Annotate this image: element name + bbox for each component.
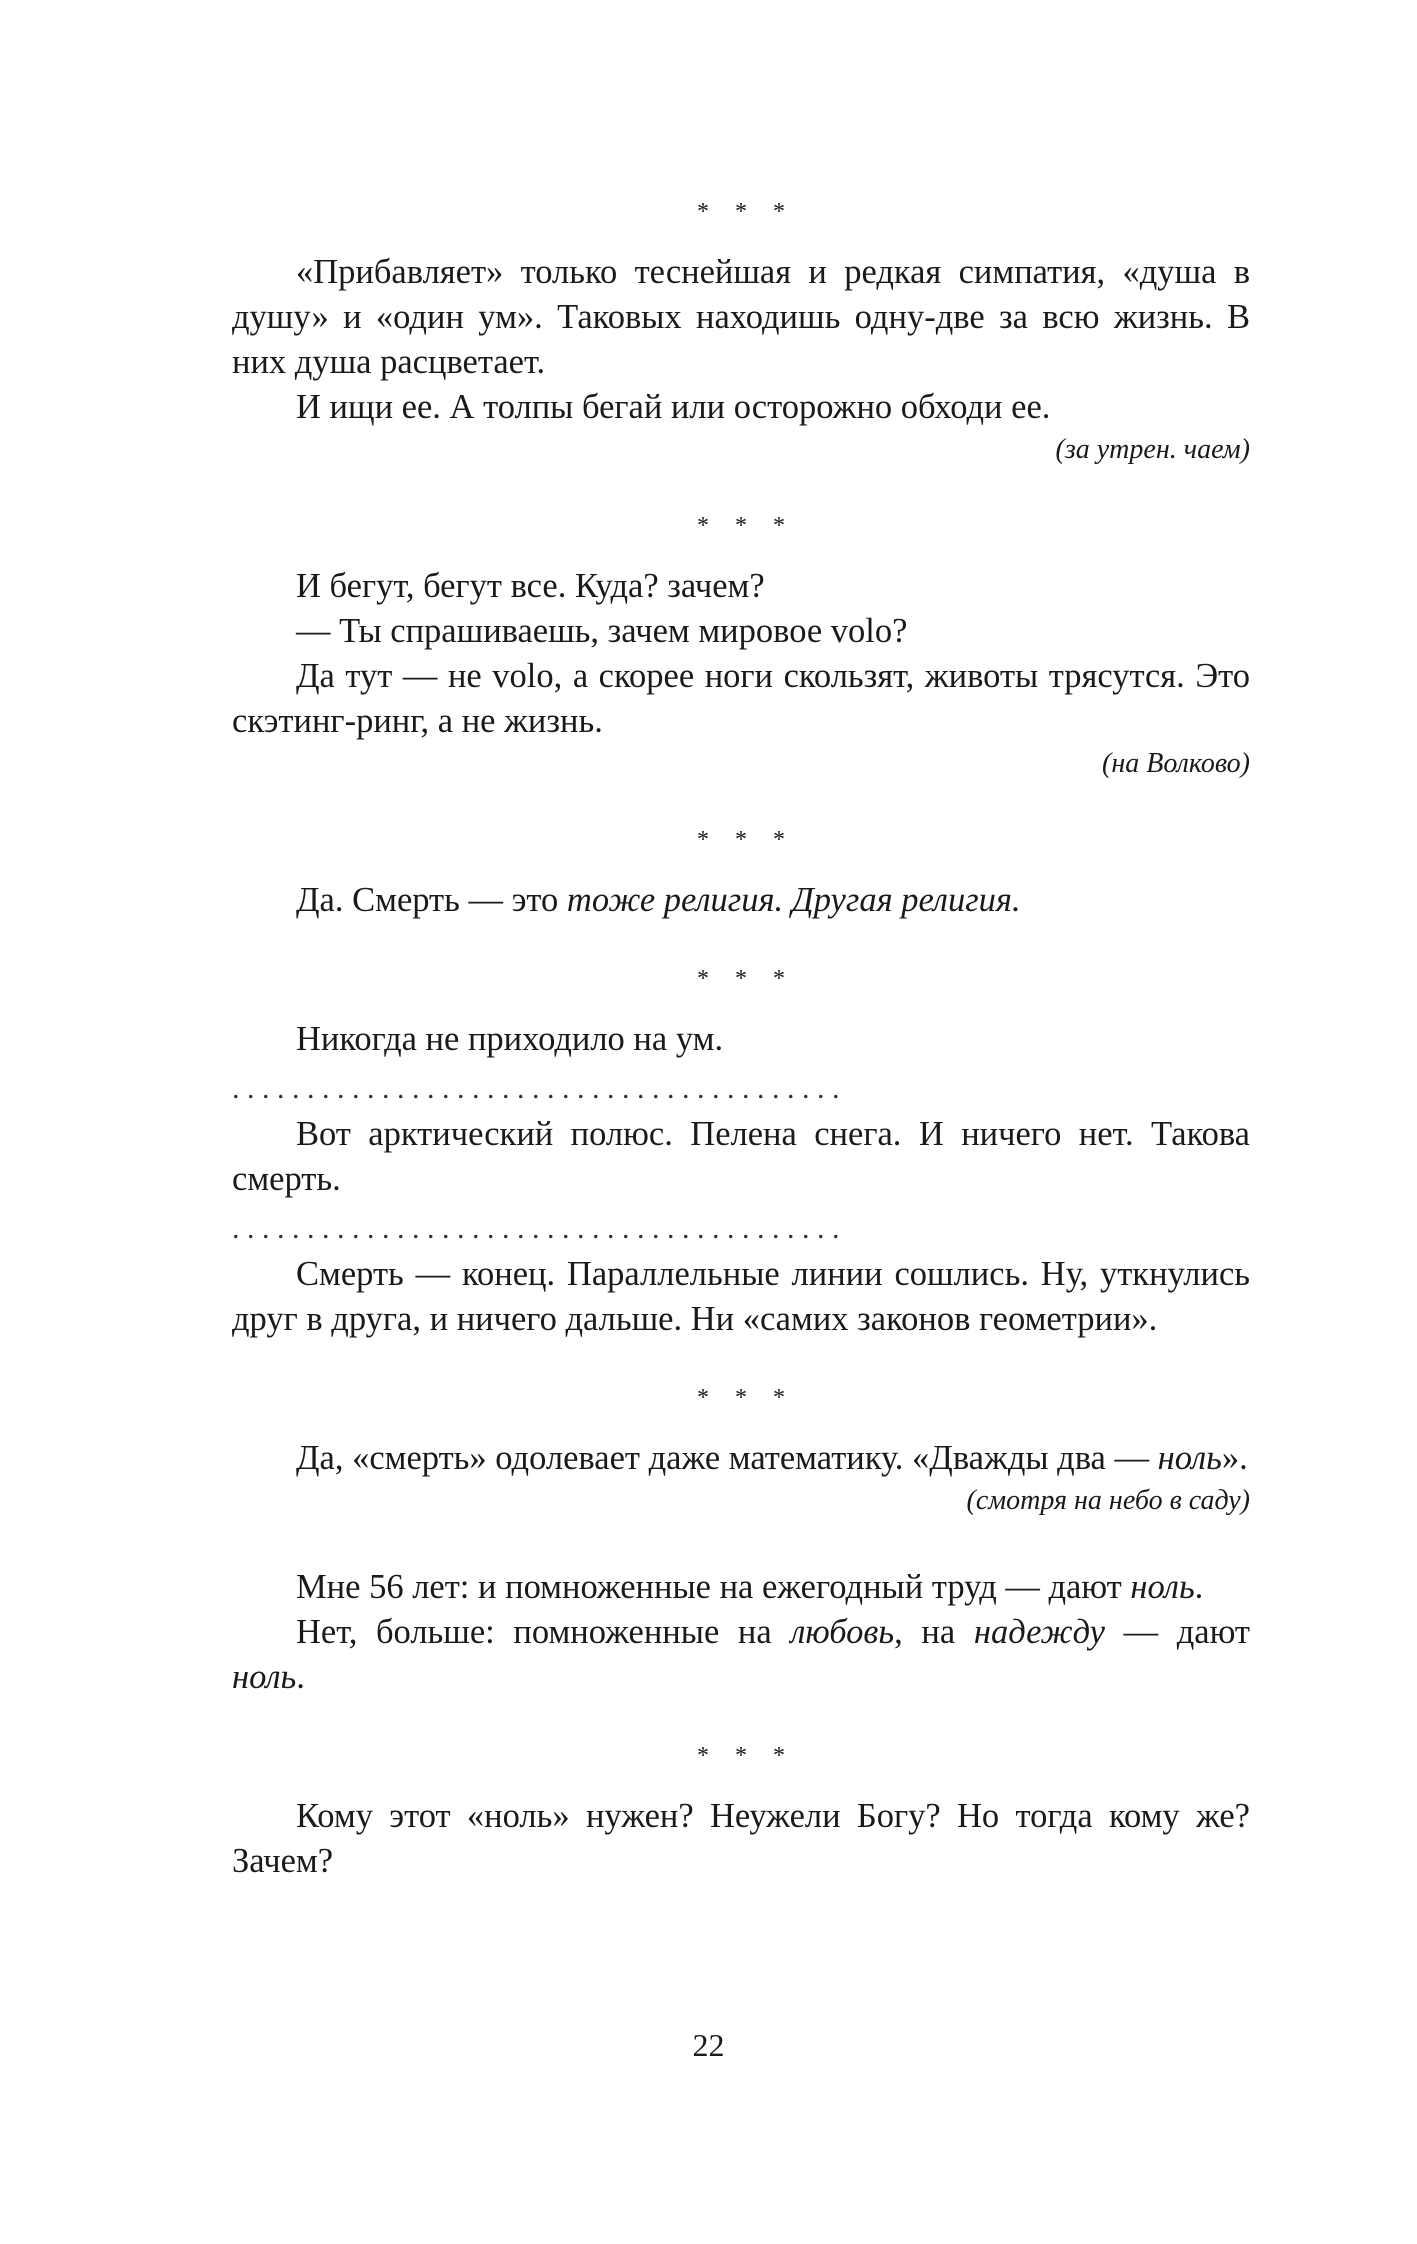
paragraph: Никогда не приходило на ум. [296,1020,724,1058]
paragraph [232,1436,1250,1481]
section-separator: * * * [697,827,795,853]
paragraph: Да тут — не volo, а скорее ноги скользят, животы трясутся. Это скэтинг-ринг, а не жизнь. [232,657,1250,740]
dotted-rule: . . . . . . . . . . . . . . . . . . . . . . . . . . . . . . . . . . . . . . . . . [232,1214,840,1244]
paragraph: И бегут, бегут все. Куда? зачем? [296,567,765,605]
italic-text: тоже религия. Другая религия. [566,881,1021,919]
text-run: Нет, больше: помноженные на [296,1613,791,1651]
text-run: Да. Смерть — это [296,881,567,919]
text-run: Да, «смерть» одолевает даже математику. «Дважды два — [296,1439,1158,1477]
section-separator: * * * [697,1743,795,1769]
text-run: . [1194,1568,1204,1606]
section-separator: * * * [697,513,795,539]
italic-text: ноль [1157,1439,1222,1477]
page-number: 22 [692,2027,725,2063]
text-run: Мне 56 лет: и помноженные на ежегодный труд — дают [296,1568,1131,1606]
paragraph [232,1610,1250,1700]
author-note: (смотря на небо в саду) [966,1485,1250,1516]
italic-text: надежду [973,1613,1105,1651]
paragraph: — Ты спрашиваешь, зачем мировое volo? [296,612,908,650]
section-separator: * * * [697,966,795,992]
paragraph: Вот арктический полюс. Пелена снега. И ничего нет. Такова смерть. [232,1115,1250,1198]
paragraph: Кому этот «ноль» нужен? Неужели Богу? Но тогда кому же? Зачем? [232,1797,1250,1880]
paragraph: И ищи ее. А толпы бегай или осторожно обходи ее. [296,388,1051,426]
italic-text: любовь [790,1613,895,1651]
paragraph: Смерть — конец. Параллельные линии сошлись. Ну, уткнулись друг в друга, и ничего дальше. Ни «самих законов геометрии». [232,1255,1250,1338]
text-run: , на [894,1613,974,1651]
dotted-rule: . . . . . . . . . . . . . . . . . . . . . . . . . . . . . . . . . . . . . . . . . [232,1074,840,1104]
italic-text: ноль [1130,1568,1195,1606]
paragraph: «Прибавляет» только теснейшая и редкая симпатия, «душа в душу» и «один ум». Таковых находишь одну-две за всю жизнь. В них душа расцветает. [232,253,1250,381]
page-body [232,200,1250,1884]
section-separator: * * * [697,199,795,225]
section-separator: * * * [697,1385,795,1411]
italic-text: ноль [232,1658,297,1696]
paragraph [232,1565,1250,1610]
author-note: (на Волково) [1102,748,1250,779]
text-run: — дают [1104,1613,1250,1651]
text-run: ». [1221,1439,1248,1477]
paragraph [232,878,1250,923]
author-note: (за утрен. чаем) [1055,434,1250,465]
text-run: . [296,1658,305,1696]
